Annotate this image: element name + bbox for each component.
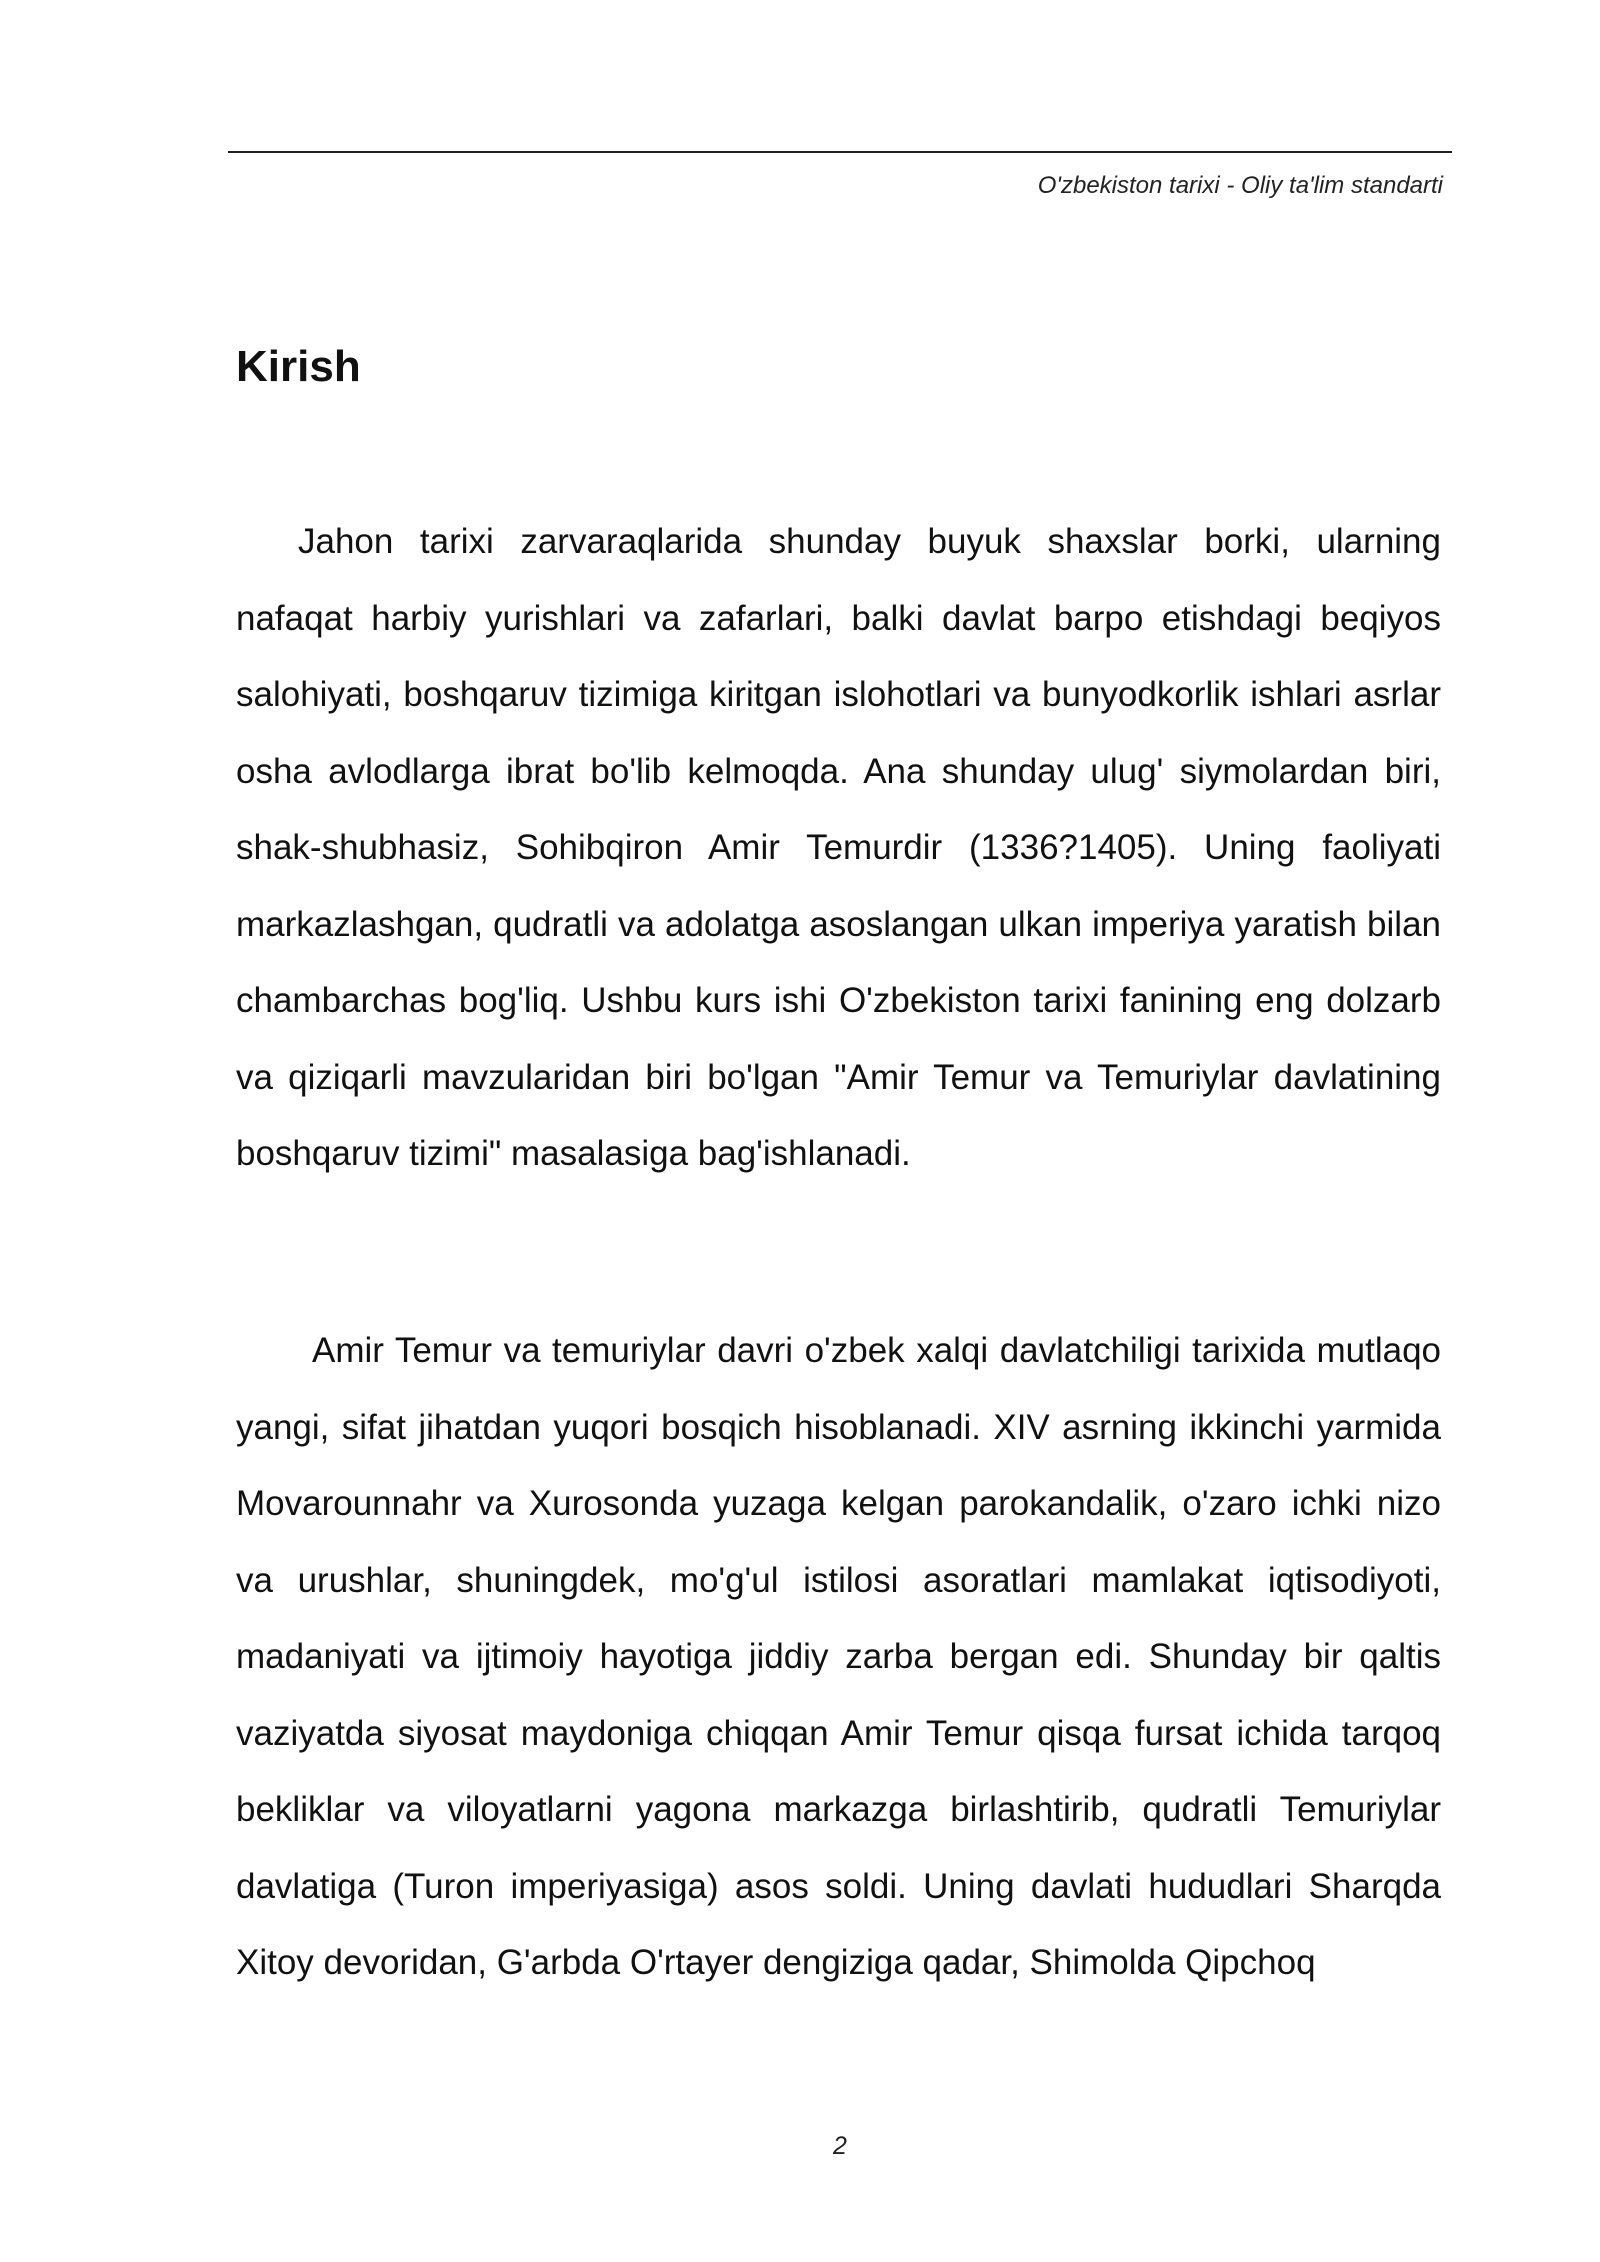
section-title: Kirish xyxy=(236,342,361,391)
body-paragraph-1: Jahon tarixi zarvaraqlarida shunday buyuk shaxslar borki, ularning nafaqat harbiy yurishlari va zafarlari, balki davlat barpo etishdagi beqiyos salohiyati, boshqaruv tizimiga kiritgan islohotlari va bunyodkorlik ishlari asrlar osha avlodlarga ibrat bo'lib kelmoqda. Ana shunday ulug' siymolardan biri, shak-shubhasiz, Sohibqiron Amir Temurdir (1336?1405). Uning faoliyati markazlashgan, qudratli va adolatga asoslangan ulkan imperiya yaratish bilan chambarchas bog'liq. Ushbu kurs ishi O'zbekiston tarixi fanining eng dolzarb va qiziqarli mavzularidan biri bo'lgan "Amir Temur va Temuriylar davlatining boshqaruv tizimi" masalasiga bag'ishlanadi. xyxy=(236,522,1441,1173)
body-paragraph-2: Amir Temur va temuriylar davri o'zbek xalqi davlatchiligi tarixida mutlaqo yangi, sifat jihatdan yuqori bosqich hisoblanadi. XIV asrning ikkinchi yarmida Movarounnahr va Xurosonda yuzaga kelgan parokandalik, o'zaro ichki nizo va urushlar, shuningdek, mo'g'ul istilosi asoratlari mamlakat iqtisodiyoti, madaniyati va ijtimoiy hayotiga jiddiy zarba bergan edi. Shunday bir qaltis vaziyatda siyosat maydoniga chiqqan Amir Temur qisqa fursat ichida tarqoq bekliklar va viloyatlarni yagona markazga birlashtirib, qudratli Temuriylar davlatiga (Turon imperiyasiga) asos soldi. Uning davlati hududlari Sharqda Xitoy devoridan, G'arbda O'rtayer dengiziga qadar, Shimolda Qipchoq xyxy=(236,1331,1441,1982)
header-rule xyxy=(228,151,1452,153)
page-number: 2 xyxy=(833,2132,847,2160)
running-header: O'zbekiston tarixi - Oliy ta'lim standarti xyxy=(1037,172,1443,199)
